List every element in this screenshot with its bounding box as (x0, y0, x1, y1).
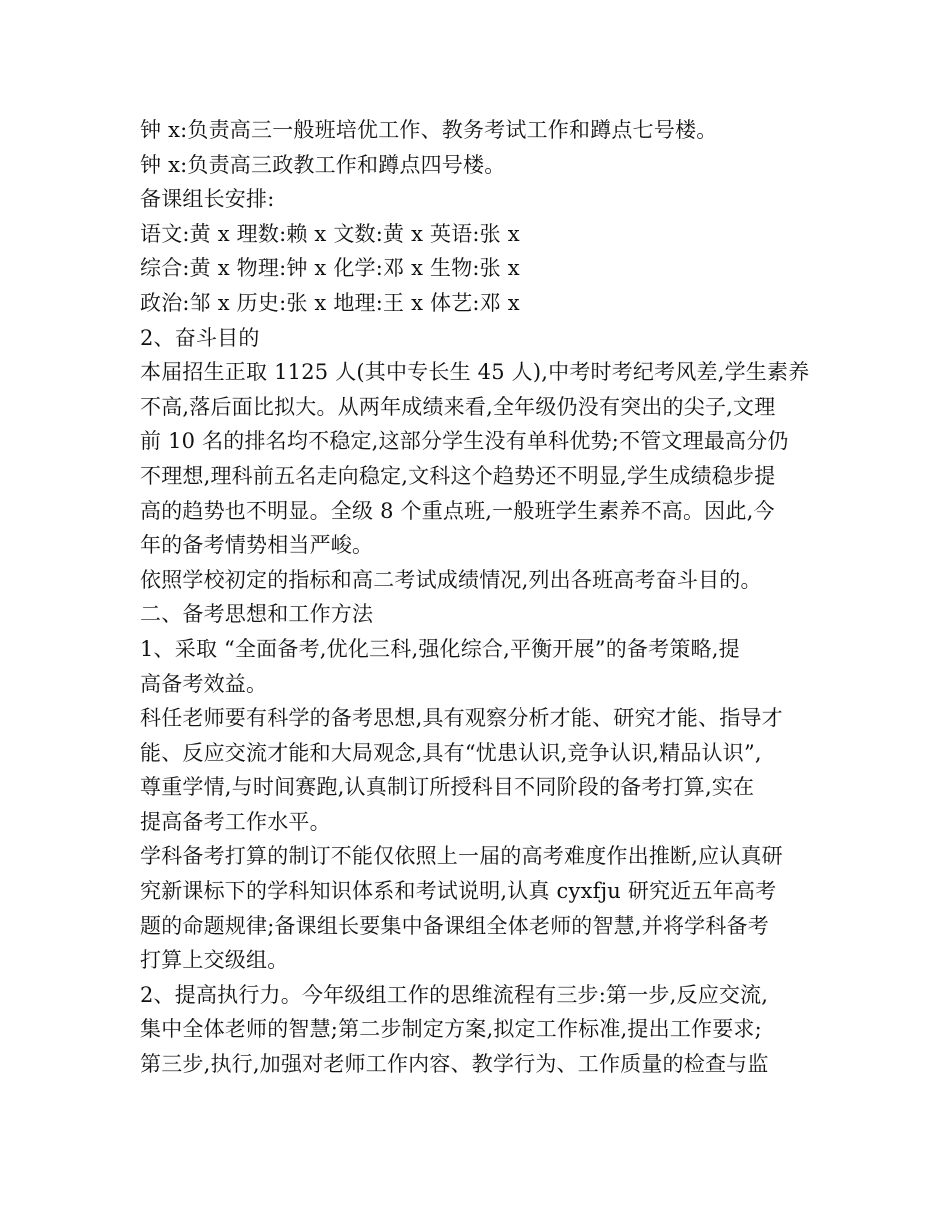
section-heading: 备课组长安排: (140, 187, 275, 212)
text-line: 语文:黄 x 理数:赖 x 文数:黄 x 英语:张 x (140, 221, 520, 246)
document-body (140, 113, 820, 1082)
text-line: 集中全体老师的智慧;第二步制定方案,拟定工作标准,提出工作要求; (140, 1017, 762, 1042)
text-line: 政治:邹 x 历史:张 x 地理:王 x 体艺:邓 x (140, 290, 520, 315)
text-line: 不高,落后面比拟大。从两年成绩来看,全年级仍没有突出的尖子,文理 (140, 394, 776, 419)
text-line: 前 10 名的排名均不稳定,这部分学生没有单科优势;不管文理最高分仍 (140, 429, 789, 454)
text-line: 高备考效益。 (140, 671, 268, 696)
text-line: 学科备考打算的制订不能仅依照上一届的高考难度作出推断,应认真研 (140, 844, 783, 869)
text-line: 年的备考情势相当严峻。 (140, 533, 374, 558)
text-line: 综合:黄 x 物理:钟 x 化学:邓 x 生物:张 x (140, 256, 520, 281)
text-line: 钟 x:负责高三政教工作和蹲点四号楼。 (140, 152, 506, 177)
section-heading: 2、奋斗目的 (140, 325, 260, 350)
text-line: 2、提高执行力。今年级组工作的思维流程有三步:第一步,反应交流, (140, 982, 769, 1007)
text-line: 尊重学情,与时间赛跑,认真制订所授科目不同阶段的备考打算,实在 (140, 775, 755, 800)
text-line: 能、反应交流才能和大局观念,具有“忧患认识,竞争认识,精品认识”, (140, 740, 762, 765)
section-heading: 二、备考思想和工作方法 (140, 602, 374, 627)
text-line: 不理想,理科前五名走向稳定,文科这个趋势还不明显,学生成绩稳步提 (140, 463, 776, 488)
text-line: 提高备考工作水平。 (140, 809, 331, 834)
text-line: 本届招生正取 1125 人(其中专长生 45 人),中考时考纪考风差,学生素养 (140, 360, 810, 385)
text-line: 究新课标下的学科知识体系和考试说明,认真 cyxfju 研究近五年高考 (140, 879, 777, 904)
text-line: 高的趋势也不明显。全级 8 个重点班,一般班学生素养不高。因此,今 (140, 498, 775, 523)
text-line: 打算上交级组。 (140, 948, 289, 973)
text-line: 第三步,执行,加强对老师工作内容、教学行为、工作质量的检查与监 (140, 1052, 769, 1077)
text-line: 科任老师要有科学的备考思想,具有观察分析才能、研究才能、指导才 (140, 706, 783, 731)
text-line: 依照学校初定的指标和高二考试成绩情况,列出各班高考奋斗目的。 (140, 567, 762, 592)
text-line: 1、采取 “全面备考,优化三科,强化综合,平衡开展”的备考策略,提 (140, 636, 740, 661)
text-line: 题的命题规律;备课组长要集中备课组全体老师的智慧,并将学科备考 (140, 913, 769, 938)
text-line: 钟 x:负责高三一般班培优工作、教务考试工作和蹲点七号楼。 (140, 118, 718, 142)
